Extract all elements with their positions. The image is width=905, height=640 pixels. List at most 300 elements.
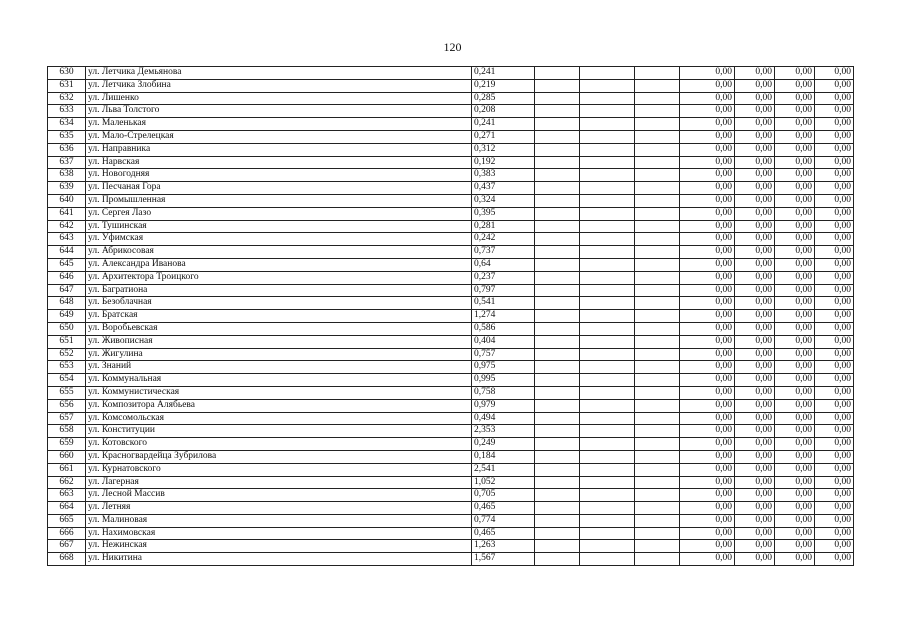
empty-cell [580, 540, 635, 553]
empty-cell [635, 105, 680, 118]
value-cell-4: 0,00 [815, 310, 854, 323]
value-cell-4: 0,00 [815, 67, 854, 80]
value-cell-4: 0,00 [815, 540, 854, 553]
empty-cell [635, 553, 680, 566]
value-cell-4: 0,00 [815, 169, 854, 182]
empty-cell [635, 450, 680, 463]
length-cell: 0,465 [472, 527, 535, 540]
value-cell-4: 0,00 [815, 297, 854, 310]
value-cell-2: 0,00 [735, 386, 775, 399]
row-number-cell: 640 [48, 194, 86, 207]
empty-cell [635, 67, 680, 80]
street-name-cell: ул. Тушинская [86, 220, 472, 233]
empty-cell [535, 246, 580, 259]
empty-cell [535, 169, 580, 182]
empty-cell [580, 207, 635, 220]
street-name-cell: ул. Лишенко [86, 92, 472, 105]
street-table [47, 66, 854, 566]
length-cell: 0,249 [472, 438, 535, 451]
empty-cell [635, 194, 680, 207]
value-cell-1: 0,00 [680, 182, 735, 195]
table-row [48, 335, 854, 348]
row-number-cell: 641 [48, 207, 86, 220]
empty-cell [635, 246, 680, 259]
value-cell-4: 0,00 [815, 220, 854, 233]
table-row [48, 322, 854, 335]
value-cell-1: 0,00 [680, 67, 735, 80]
empty-cell [635, 463, 680, 476]
table-row [48, 361, 854, 374]
value-cell-4: 0,00 [815, 412, 854, 425]
empty-cell [535, 553, 580, 566]
value-cell-3: 0,00 [775, 105, 815, 118]
value-cell-1: 0,00 [680, 450, 735, 463]
value-cell-2: 0,00 [735, 233, 775, 246]
table-row [48, 284, 854, 297]
row-number-cell: 658 [48, 425, 86, 438]
value-cell-2: 0,00 [735, 271, 775, 284]
empty-cell [580, 374, 635, 387]
empty-cell [635, 233, 680, 246]
value-cell-1: 0,00 [680, 284, 735, 297]
value-cell-2: 0,00 [735, 540, 775, 553]
empty-cell [580, 246, 635, 259]
empty-cell [535, 540, 580, 553]
empty-cell [635, 169, 680, 182]
empty-cell [580, 194, 635, 207]
value-cell-4: 0,00 [815, 374, 854, 387]
value-cell-4: 0,00 [815, 553, 854, 566]
empty-cell [580, 297, 635, 310]
empty-cell [635, 258, 680, 271]
length-cell: 0,312 [472, 143, 535, 156]
value-cell-4: 0,00 [815, 130, 854, 143]
value-cell-3: 0,00 [775, 386, 815, 399]
value-cell-3: 0,00 [775, 322, 815, 335]
value-cell-4: 0,00 [815, 284, 854, 297]
empty-cell [580, 79, 635, 92]
empty-cell [580, 182, 635, 195]
empty-cell [635, 361, 680, 374]
empty-cell [580, 386, 635, 399]
row-number-cell: 633 [48, 105, 86, 118]
value-cell-3: 0,00 [775, 297, 815, 310]
length-cell: 0,242 [472, 233, 535, 246]
empty-cell [635, 412, 680, 425]
row-number-cell: 642 [48, 220, 86, 233]
value-cell-4: 0,00 [815, 348, 854, 361]
length-cell: 0,324 [472, 194, 535, 207]
empty-cell [580, 425, 635, 438]
row-number-cell: 634 [48, 118, 86, 131]
value-cell-1: 0,00 [680, 246, 735, 259]
length-cell: 1,052 [472, 476, 535, 489]
value-cell-1: 0,00 [680, 207, 735, 220]
value-cell-4: 0,00 [815, 105, 854, 118]
table-row [48, 130, 854, 143]
empty-cell [635, 143, 680, 156]
empty-cell [535, 412, 580, 425]
empty-cell [535, 348, 580, 361]
street-name-cell: ул. Лагерная [86, 476, 472, 489]
empty-cell [535, 361, 580, 374]
value-cell-3: 0,00 [775, 348, 815, 361]
value-cell-1: 0,00 [680, 194, 735, 207]
table-row [48, 310, 854, 323]
value-cell-3: 0,00 [775, 220, 815, 233]
value-cell-2: 0,00 [735, 284, 775, 297]
value-cell-3: 0,00 [775, 233, 815, 246]
row-number-cell: 635 [48, 130, 86, 143]
value-cell-1: 0,00 [680, 335, 735, 348]
value-cell-2: 0,00 [735, 169, 775, 182]
empty-cell [580, 156, 635, 169]
street-name-cell: ул. Уфимская [86, 233, 472, 246]
empty-cell [635, 502, 680, 515]
table-row [48, 246, 854, 259]
street-name-cell: ул. Нежинская [86, 540, 472, 553]
length-cell: 0,995 [472, 374, 535, 387]
length-cell: 0,219 [472, 79, 535, 92]
table-row [48, 348, 854, 361]
value-cell-4: 0,00 [815, 246, 854, 259]
table-row [48, 182, 854, 195]
value-cell-1: 0,00 [680, 130, 735, 143]
table-row [48, 79, 854, 92]
table-row [48, 540, 854, 553]
empty-cell [535, 220, 580, 233]
row-number-cell: 630 [48, 67, 86, 80]
value-cell-2: 0,00 [735, 450, 775, 463]
street-name-cell: ул. Песчаная Гора [86, 182, 472, 195]
length-cell: 1,567 [472, 553, 535, 566]
value-cell-4: 0,00 [815, 271, 854, 284]
value-cell-1: 0,00 [680, 514, 735, 527]
row-number-cell: 645 [48, 258, 86, 271]
street-name-cell: ул. Лесной Массив [86, 489, 472, 502]
empty-cell [535, 425, 580, 438]
empty-cell [535, 194, 580, 207]
empty-cell [635, 348, 680, 361]
value-cell-2: 0,00 [735, 425, 775, 438]
value-cell-1: 0,00 [680, 527, 735, 540]
table-row [48, 169, 854, 182]
length-cell: 0,237 [472, 271, 535, 284]
table-row [48, 297, 854, 310]
value-cell-2: 0,00 [735, 92, 775, 105]
empty-cell [635, 310, 680, 323]
table-row [48, 67, 854, 80]
row-number-cell: 649 [48, 310, 86, 323]
value-cell-4: 0,00 [815, 438, 854, 451]
empty-cell [535, 156, 580, 169]
value-cell-3: 0,00 [775, 246, 815, 259]
length-cell: 0,737 [472, 246, 535, 259]
row-number-cell: 636 [48, 143, 86, 156]
value-cell-1: 0,00 [680, 463, 735, 476]
value-cell-1: 0,00 [680, 92, 735, 105]
value-cell-1: 0,00 [680, 322, 735, 335]
empty-cell [580, 310, 635, 323]
value-cell-3: 0,00 [775, 258, 815, 271]
empty-cell [635, 118, 680, 131]
value-cell-3: 0,00 [775, 412, 815, 425]
empty-cell [535, 399, 580, 412]
row-number-cell: 643 [48, 233, 86, 246]
street-name-cell: ул. Александра Иванова [86, 258, 472, 271]
row-number-cell: 660 [48, 450, 86, 463]
empty-cell [580, 335, 635, 348]
value-cell-3: 0,00 [775, 92, 815, 105]
street-name-cell: ул. Конституции [86, 425, 472, 438]
table-row [48, 92, 854, 105]
row-number-cell: 637 [48, 156, 86, 169]
table-row [48, 450, 854, 463]
length-cell: 0,241 [472, 118, 535, 131]
row-number-cell: 655 [48, 386, 86, 399]
value-cell-1: 0,00 [680, 361, 735, 374]
row-number-cell: 661 [48, 463, 86, 476]
empty-cell [580, 489, 635, 502]
street-name-cell: ул. Коммунистическая [86, 386, 472, 399]
street-name-cell: ул. Мало-Стрелецкая [86, 130, 472, 143]
value-cell-1: 0,00 [680, 540, 735, 553]
row-number-cell: 663 [48, 489, 86, 502]
street-name-cell: ул. Направника [86, 143, 472, 156]
value-cell-2: 0,00 [735, 207, 775, 220]
value-cell-3: 0,00 [775, 450, 815, 463]
row-number-cell: 668 [48, 553, 86, 566]
empty-cell [535, 463, 580, 476]
row-number-cell: 631 [48, 79, 86, 92]
empty-cell [580, 284, 635, 297]
empty-cell [580, 476, 635, 489]
value-cell-3: 0,00 [775, 374, 815, 387]
street-name-cell: ул. Архитектора Троицкого [86, 271, 472, 284]
value-cell-3: 0,00 [775, 310, 815, 323]
value-cell-3: 0,00 [775, 182, 815, 195]
street-name-cell: ул. Безоблачная [86, 297, 472, 310]
length-cell: 0,64 [472, 258, 535, 271]
value-cell-4: 0,00 [815, 258, 854, 271]
length-cell: 0,241 [472, 67, 535, 80]
row-number-cell: 657 [48, 412, 86, 425]
value-cell-1: 0,00 [680, 399, 735, 412]
value-cell-3: 0,00 [775, 502, 815, 515]
length-cell: 0,395 [472, 207, 535, 220]
value-cell-1: 0,00 [680, 79, 735, 92]
empty-cell [580, 105, 635, 118]
empty-cell [635, 182, 680, 195]
page-number: 120 [443, 40, 462, 54]
row-number-cell: 632 [48, 92, 86, 105]
empty-cell [580, 220, 635, 233]
value-cell-3: 0,00 [775, 271, 815, 284]
empty-cell [535, 271, 580, 284]
empty-cell [535, 258, 580, 271]
value-cell-2: 0,00 [735, 67, 775, 80]
empty-cell [580, 258, 635, 271]
value-cell-2: 0,00 [735, 374, 775, 387]
empty-cell [535, 502, 580, 515]
empty-cell [635, 220, 680, 233]
street-name-cell: ул. Нарвская [86, 156, 472, 169]
value-cell-4: 0,00 [815, 143, 854, 156]
table-row [48, 553, 854, 566]
empty-cell [635, 374, 680, 387]
value-cell-2: 0,00 [735, 335, 775, 348]
value-cell-4: 0,00 [815, 476, 854, 489]
empty-cell [535, 310, 580, 323]
value-cell-3: 0,00 [775, 118, 815, 131]
empty-cell [535, 374, 580, 387]
street-name-cell: ул. Котовского [86, 438, 472, 451]
table-row [48, 399, 854, 412]
street-name-cell: ул. Летняя [86, 502, 472, 515]
street-name-cell: ул. Нахимовская [86, 527, 472, 540]
empty-cell [535, 489, 580, 502]
table-row [48, 527, 854, 540]
row-number-cell: 644 [48, 246, 86, 259]
value-cell-1: 0,00 [680, 476, 735, 489]
empty-cell [580, 143, 635, 156]
value-cell-1: 0,00 [680, 156, 735, 169]
row-number-cell: 654 [48, 374, 86, 387]
street-name-cell: ул. Абрикосовая [86, 246, 472, 259]
length-cell: 0,979 [472, 399, 535, 412]
empty-cell [535, 67, 580, 80]
length-cell: 0,797 [472, 284, 535, 297]
value-cell-1: 0,00 [680, 220, 735, 233]
value-cell-2: 0,00 [735, 246, 775, 259]
value-cell-2: 0,00 [735, 361, 775, 374]
empty-cell [535, 92, 580, 105]
empty-cell [535, 105, 580, 118]
length-cell: 0,465 [472, 502, 535, 515]
value-cell-3: 0,00 [775, 476, 815, 489]
value-cell-1: 0,00 [680, 310, 735, 323]
empty-cell [580, 527, 635, 540]
street-name-cell: ул. Композитора Алябьева [86, 399, 472, 412]
length-cell: 0,271 [472, 130, 535, 143]
empty-cell [580, 514, 635, 527]
empty-cell [635, 425, 680, 438]
value-cell-3: 0,00 [775, 399, 815, 412]
value-cell-3: 0,00 [775, 67, 815, 80]
value-cell-2: 0,00 [735, 297, 775, 310]
value-cell-3: 0,00 [775, 361, 815, 374]
empty-cell [635, 438, 680, 451]
street-name-cell: ул. Живописная [86, 335, 472, 348]
empty-cell [535, 335, 580, 348]
value-cell-2: 0,00 [735, 476, 775, 489]
value-cell-2: 0,00 [735, 143, 775, 156]
value-cell-4: 0,00 [815, 527, 854, 540]
value-cell-2: 0,00 [735, 118, 775, 131]
empty-cell [580, 67, 635, 80]
street-name-cell: ул. Знаний [86, 361, 472, 374]
value-cell-4: 0,00 [815, 182, 854, 195]
street-name-cell: ул. Никитина [86, 553, 472, 566]
value-cell-4: 0,00 [815, 361, 854, 374]
empty-cell [535, 386, 580, 399]
value-cell-2: 0,00 [735, 489, 775, 502]
empty-cell [535, 476, 580, 489]
value-cell-1: 0,00 [680, 438, 735, 451]
value-cell-3: 0,00 [775, 540, 815, 553]
value-cell-3: 0,00 [775, 335, 815, 348]
length-cell: 0,383 [472, 169, 535, 182]
row-number-cell: 650 [48, 322, 86, 335]
value-cell-4: 0,00 [815, 92, 854, 105]
empty-cell [535, 79, 580, 92]
empty-cell [535, 118, 580, 131]
length-cell: 0,437 [472, 182, 535, 195]
value-cell-2: 0,00 [735, 194, 775, 207]
street-name-cell: ул. Летчика Злобина [86, 79, 472, 92]
empty-cell [535, 130, 580, 143]
length-cell: 0,757 [472, 348, 535, 361]
value-cell-1: 0,00 [680, 118, 735, 131]
empty-cell [580, 412, 635, 425]
value-cell-3: 0,00 [775, 207, 815, 220]
row-number-cell: 651 [48, 335, 86, 348]
value-cell-4: 0,00 [815, 514, 854, 527]
empty-cell [635, 399, 680, 412]
value-cell-2: 0,00 [735, 399, 775, 412]
street-name-cell: ул. Комсомольская [86, 412, 472, 425]
row-number-cell: 656 [48, 399, 86, 412]
empty-cell [535, 450, 580, 463]
empty-cell [580, 348, 635, 361]
street-name-cell: ул. Новогодняя [86, 169, 472, 182]
table-row [48, 374, 854, 387]
empty-cell [580, 553, 635, 566]
empty-cell [635, 284, 680, 297]
value-cell-2: 0,00 [735, 502, 775, 515]
value-cell-4: 0,00 [815, 489, 854, 502]
length-cell: 0,541 [472, 297, 535, 310]
empty-cell [535, 182, 580, 195]
value-cell-4: 0,00 [815, 386, 854, 399]
length-cell: 0,586 [472, 322, 535, 335]
value-cell-4: 0,00 [815, 399, 854, 412]
street-name-cell: ул. Воробьевская [86, 322, 472, 335]
value-cell-3: 0,00 [775, 438, 815, 451]
value-cell-1: 0,00 [680, 348, 735, 361]
street-name-cell: ул. Багратиона [86, 284, 472, 297]
row-number-cell: 639 [48, 182, 86, 195]
street-name-cell: ул. Малиновая [86, 514, 472, 527]
empty-cell [535, 527, 580, 540]
row-number-cell: 665 [48, 514, 86, 527]
empty-cell [635, 207, 680, 220]
value-cell-3: 0,00 [775, 169, 815, 182]
empty-cell [635, 92, 680, 105]
street-name-cell: ул. Маленькая [86, 118, 472, 131]
value-cell-3: 0,00 [775, 143, 815, 156]
length-cell: 0,705 [472, 489, 535, 502]
value-cell-2: 0,00 [735, 348, 775, 361]
empty-cell [635, 322, 680, 335]
value-cell-4: 0,00 [815, 156, 854, 169]
value-cell-4: 0,00 [815, 450, 854, 463]
length-cell: 0,975 [472, 361, 535, 374]
value-cell-1: 0,00 [680, 386, 735, 399]
row-number-cell: 667 [48, 540, 86, 553]
street-name-cell: ул. Сергея Лазо [86, 207, 472, 220]
table-row [48, 476, 854, 489]
